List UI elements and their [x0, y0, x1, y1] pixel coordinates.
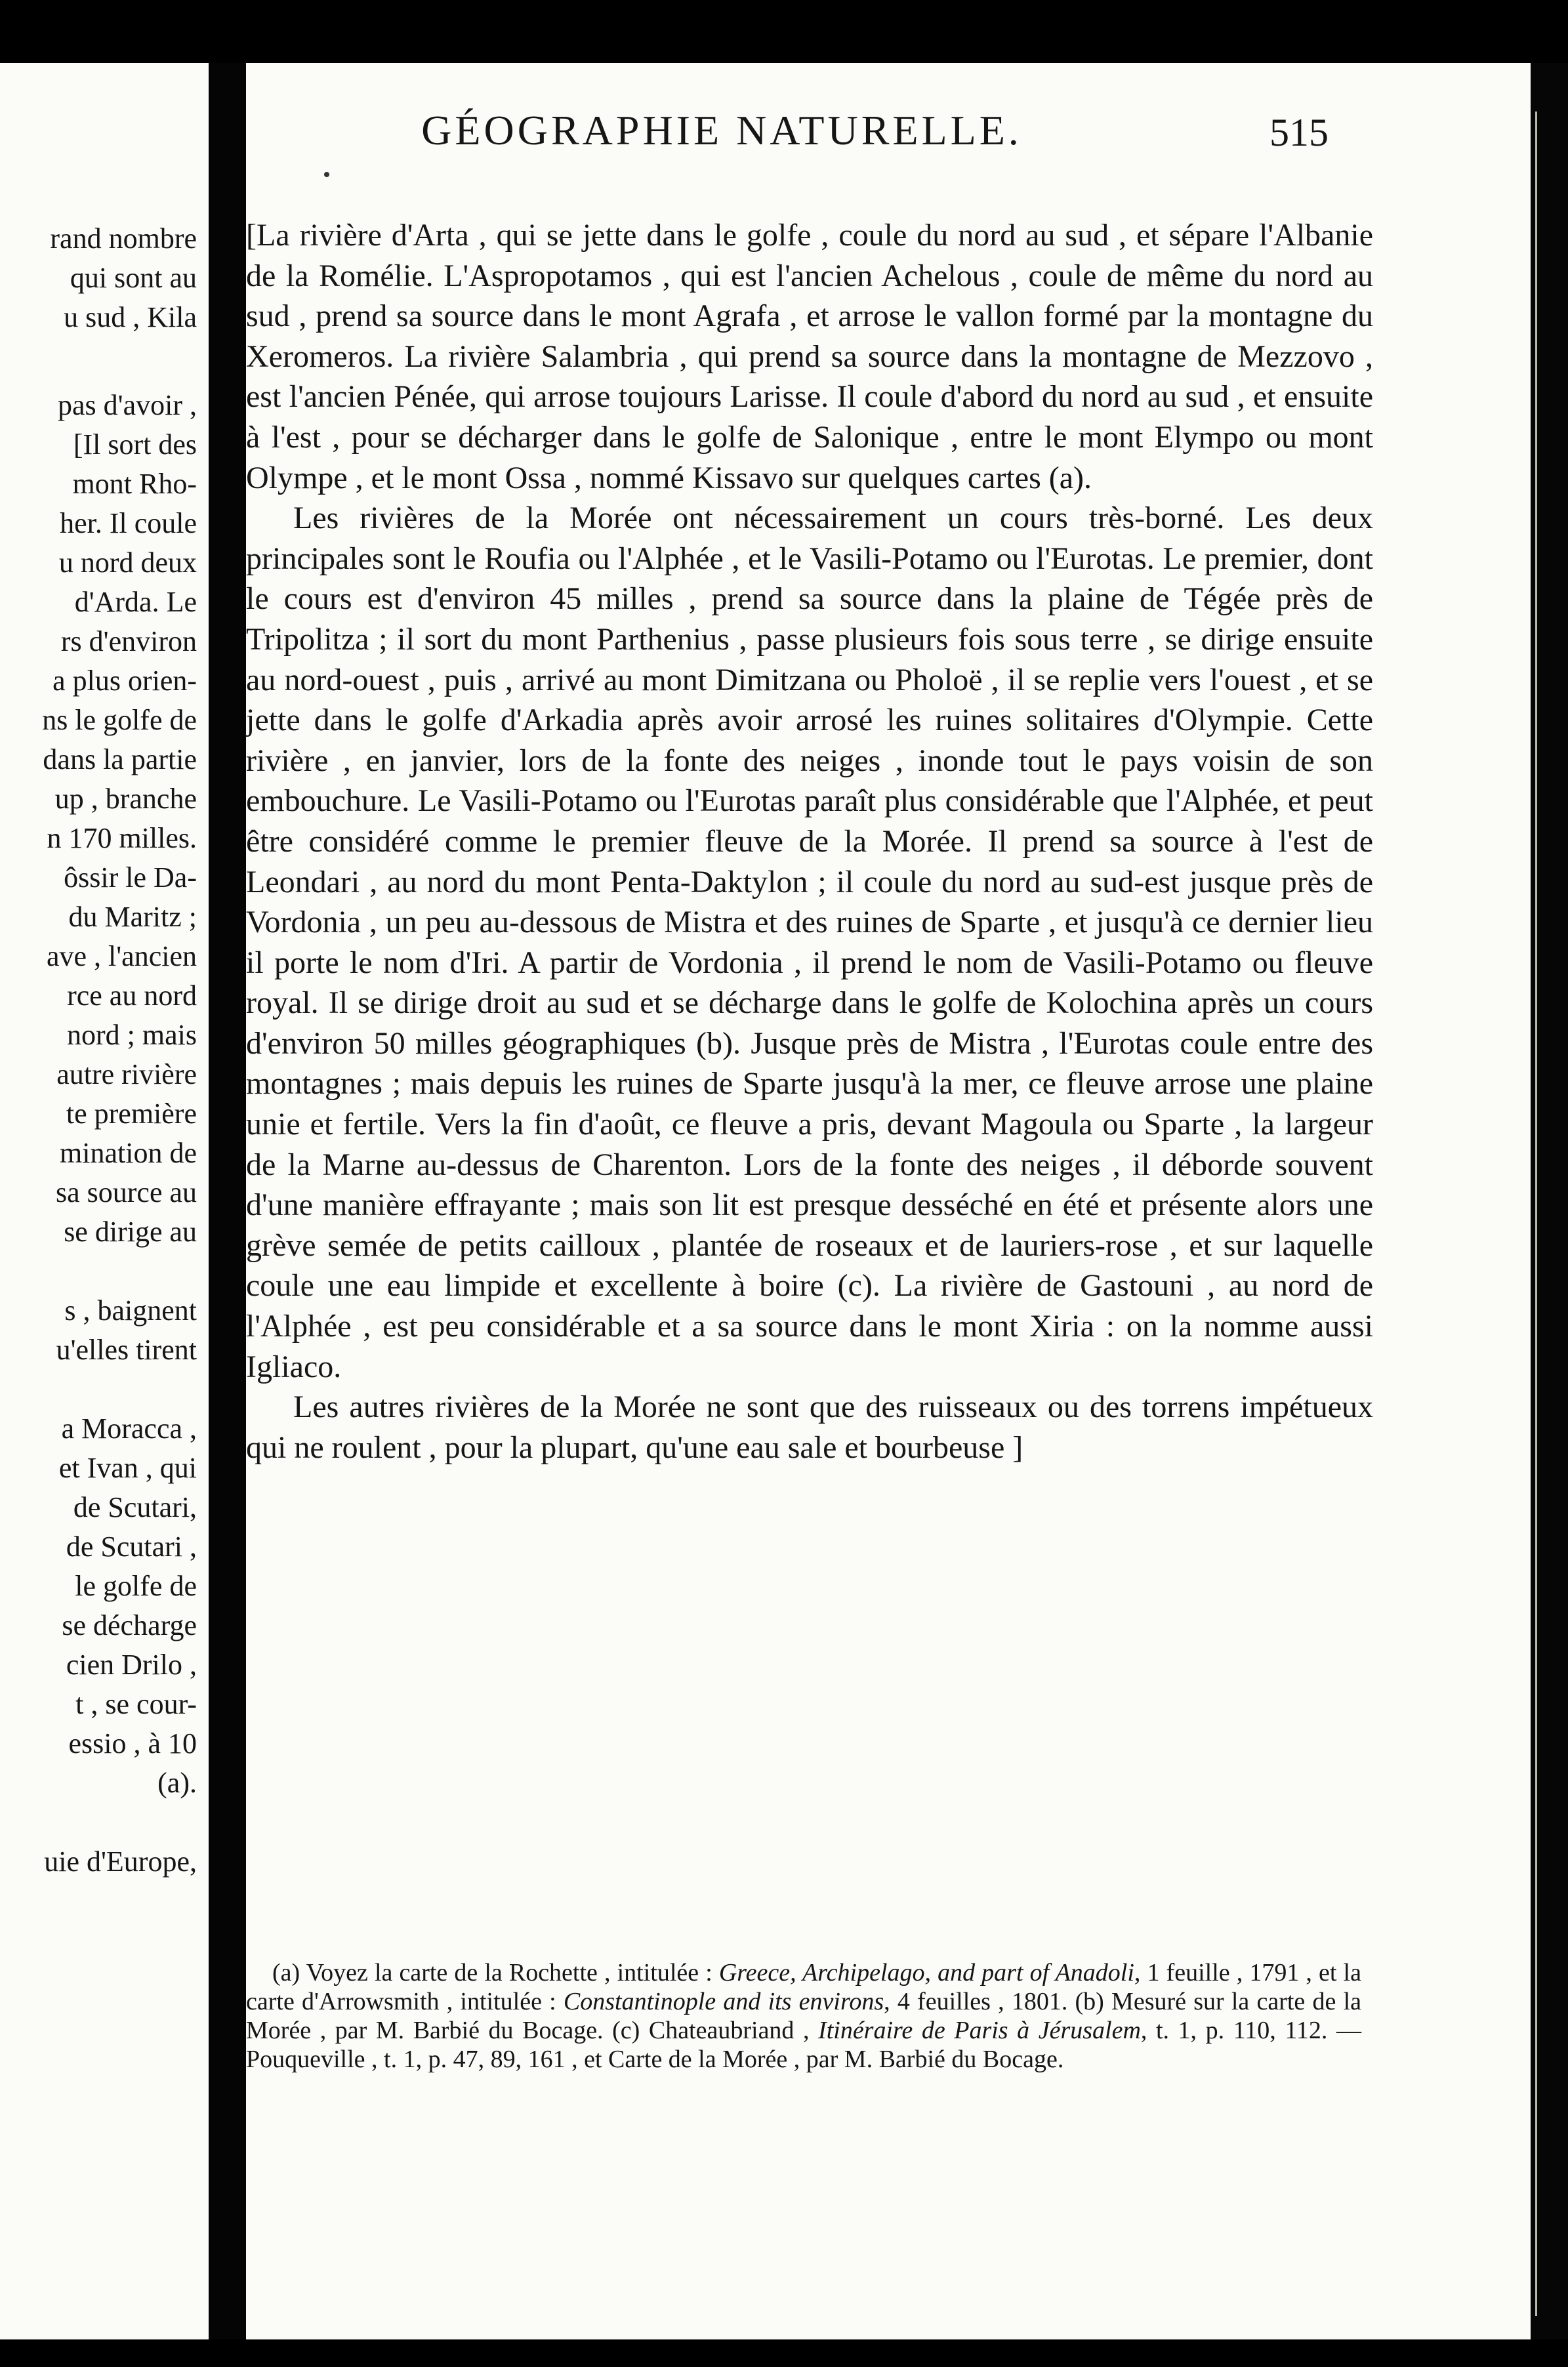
left-line: de Scutari ,	[66, 1531, 197, 1563]
left-line: le golfe de	[75, 1570, 197, 1602]
running-title: GÉOGRAPHIE NATURELLE.	[421, 107, 1022, 154]
left-page	[0, 63, 209, 2339]
left-line: ave , l'ancien	[46, 940, 197, 972]
left-line: te première	[66, 1098, 197, 1130]
body-text	[246, 215, 1373, 1468]
print-speck	[324, 172, 329, 177]
page-edge-line	[1535, 112, 1537, 2316]
left-line: rce au nord	[67, 979, 197, 1012]
left-line: t , se cour-	[75, 1688, 197, 1720]
footnote-text: (a) Voyez la carte de la Rochette , intitulée :	[272, 1959, 719, 1986]
footnotes	[246, 1958, 1361, 2074]
left-line: dans la partie	[43, 743, 197, 775]
footnote-title: Itinéraire de Paris à Jérusalem	[818, 2017, 1141, 2044]
left-line: pas d'avoir ,	[58, 389, 197, 421]
left-line: n 170 milles.	[47, 822, 197, 854]
footnote	[246, 1958, 1361, 2074]
left-line: se dirige au	[64, 1216, 197, 1248]
footnote-title: Constantinople and its environs	[563, 1988, 884, 2015]
left-line: [Il sort des	[73, 428, 197, 461]
paragraph: Les autres rivières de la Morée ne sont que des ruisseaux ou des torrens impétueux qui ne roulent , pour la plupart, qu'une eau sale et bourbeuse ]	[246, 1389, 1373, 1465]
left-line: et Ivan , qui	[58, 1452, 197, 1484]
left-line: u nord deux	[58, 546, 197, 579]
left-line: uie d'Europe,	[44, 1845, 197, 1878]
left-line: cien Drilo ,	[66, 1649, 197, 1681]
left-line: (a).	[157, 1767, 197, 1799]
left-line: rand nombre	[50, 222, 197, 255]
left-line: se décharge	[62, 1609, 197, 1641]
paragraph: [La rivière d'Arta , qui se jette dans le golfe , coule du nord au sud , et sépare l'Albanie de la Romélie. L'Aspropotamos , qui est l'ancien Achelous , coule de même du nord au sud , prend sa source dans le mont Agrafa , et arrose le vallon formé par la montagne du Xeromeros. La rivière Salambria , qui prend sa source dans la montagne de Mezzovo , est l'ancien Pénée, qui arrose toujours Larisse. Il coule d'abord du nord au sud , et ensuite à l'est , pour se décharger dans le golfe de Salonique , entre le mont Elympo ou mont Olympe , et le mont Ossa , nommé Kissavo sur quelques cartes (a).	[246, 218, 1373, 495]
left-line: qui sont au	[70, 262, 197, 294]
page-number: 515	[1269, 111, 1329, 154]
left-line: a plus orien-	[52, 665, 197, 697]
left-line: up , branche	[54, 783, 197, 815]
left-line: ôssir le Da-	[64, 861, 197, 894]
left-line: mont Rho-	[72, 468, 197, 500]
paragraph: Les rivières de la Morée ont nécessairement un cours très-borné. Les deux principales sont le Roufia ou l'Alphée , et le Vasili-Potamo ou l'Eurotas. Le premier, dont le cours est d'environ 45 milles , prend sa source dans la plaine de Tégée près de Tripolitza ; il sort du mont Parthenius , passe plusieurs fois sous terre , se dirige ensuite au nord-ouest , puis , arrivé au mont Dimitzana ou Pholoë , il se replie vers l'ouest , et se jette dans le golfe d'Arkadia après avoir arrosé les ruines solitaires d'Olympie. Cette rivière , en janvier, lors de la fonte des neiges , inonde tout le pays voisin de son embouchure. Le Vasili-Potamo ou l'Eurotas paraît plus considérable que l'Alphée, et peut être considéré comme le premier fleuve de la Morée. Il prend sa source à l'est de Leondari , au nord du mont Penta-Daktylon ; il coule du nord au sud-est jusque près de Vordonia , un peu au-dessous de Mistra et des ruines de Sparte , et jusqu'à ce dernier lieu il porte le nom d'Iri. A partir de Vordonia , il prend le nom de Vasili-Potamo ou fleuve royal. Il se dirige droit au sud et se décharge dans le golfe de Kolochina après un cours d'environ 50 milles géographiques (b). Jusque près de Mistra , l'Eurotas coule entre des montagnes ; mais depuis les ruines de Sparte jusqu'à la mer, ce fleuve arrose une plaine unie et fertile. Vers la fin d'août, ce fleuve a pris, devant Magoula ou Sparte , la largeur de la Marne au-dessus de Charenton. Lors de la fonte des neiges , il déborde souvent d'une manière effrayante ; mais son lit est presque desséché en été et présente alors une grève semée de petits cailloux , plantée de roseaux et de lauriers-rose , et sur laquelle coule une eau limpide et excellente à boire (c). La rivière de Gastouni , au nord de l'Alphée , est peu considérable et a sa source dans le mont Xiria : on la nomme aussi Igliaco.	[246, 501, 1373, 1384]
footnote-text: , 4 feuilles , 1801. (b) Mesuré sur la carte de la Morée , par M. Barbié du Bocage. (c) Chateaubriand ,	[246, 1988, 1361, 2044]
left-line: s , baignent	[64, 1294, 197, 1327]
left-line: du Maritz ;	[68, 901, 197, 933]
left-line: sa source au	[55, 1176, 197, 1208]
footnote-text: , t. 1, p. 110, 112. —Pouqueville , t. 1, p. 47, 89, 161 , et Carte de la Morée , par M. Barbié du Bocage.	[246, 2017, 1361, 2073]
left-line: her. Il coule	[60, 507, 197, 539]
left-line: nord ; mais	[67, 1019, 197, 1051]
book-gutter	[209, 63, 246, 2339]
left-line: rs d'environ	[60, 625, 197, 657]
left-line: d'Arda. Le	[74, 586, 197, 618]
left-line: u sud , Kila	[64, 301, 197, 333]
left-line: de Scutari,	[73, 1491, 197, 1523]
left-line: autre rivière	[56, 1058, 197, 1090]
left-line: essio , à 10	[68, 1727, 197, 1760]
left-line: ns le golfe de	[42, 704, 197, 736]
left-line: a Moracca ,	[61, 1412, 197, 1445]
footnote-title: Greece, Archipelago, and part of Anadoli	[718, 1959, 1134, 1986]
footnote-text: , 1 feuille , 1791 , et la carte d'Arrowsmith , intitulée :	[246, 1959, 1361, 2015]
left-line: u'elles tirent	[56, 1334, 197, 1366]
left-line: mination de	[60, 1137, 197, 1169]
